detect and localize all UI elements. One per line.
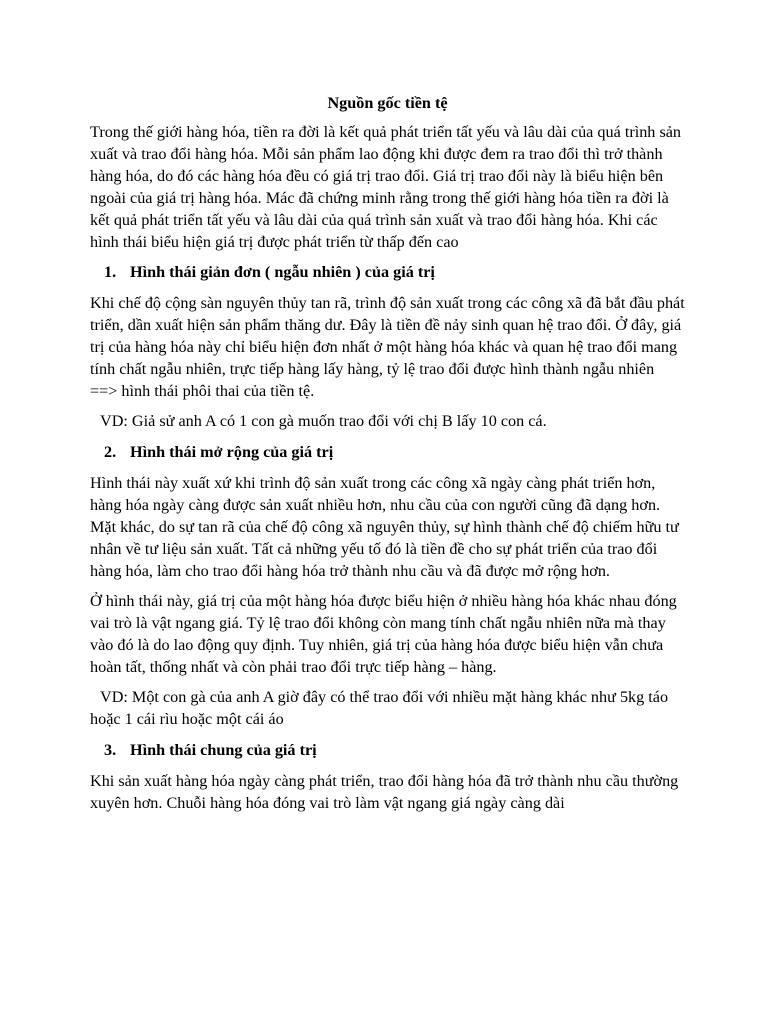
document-title: Nguồn gốc tiền tệ [327, 94, 448, 112]
section-2-number: 2. [104, 443, 117, 461]
section-1-paragraph: Khi chế độ cộng sàn nguyên thủy tan rã, trình độ sản xuất trong các công xã đã bắt đầu phát triển, dần xuất hiện sản phẩm thăng dư. Đây là tiền đề nảy sinh quan hệ trao đổi. Ở đây, giá trị của hàng hóa này chỉ biểu hiện đơn nhất ở một hàng hóa khác và quan hệ trao đổi mang tính chất ngẫu nhiên, trực tiếp hàng lấy hàng, tỷ lệ trao đổi được hình thành ngẫu nhiên ==> hình thái phôi thai của tiền tệ. [90, 294, 685, 400]
section-1-title: Hình thái giản đơn ( ngẫu nhiên ) của giá trị [130, 263, 435, 281]
section-2-paragraph-1: Hình thái này xuất xứ khi trình độ sản xuất trong các công xã ngày càng phát triển hơn, hàng hóa ngày càng được sản xuất nhiều hơn, nhu cầu của con người cũng đã dạng hơn. Mặt khác, do sự tan rã của chế độ công xã nguyên thủy, sự hình thành chế độ chiếm hữu tư nhân về tư liệu sản xuất. Tất cả những yếu tố đó là tiền đề cho sự phát triển của trao đổi hàng hóa, làm cho trao đổi hàng hóa trở thành nhu cầu và đã được mở rộng hơn. [90, 474, 679, 580]
section-2-paragraph-2: Ở hình thái này, giá trị của một hàng hóa được biểu hiện ở nhiều hàng hóa khác nhau đóng vai trò là vật ngang giá. Tỷ lệ trao đổi không còn mang tính chất ngẫu nhiên nữa mà thay vào đó là do lao động quy định. Tuy nhiên, giá trị của hàng hóa được biểu hiện vẫn chưa hoàn tất, thống nhất và còn phải trao đổi trực tiếp hàng – hàng. [90, 592, 677, 676]
intro-paragraph: Trong thế giới hàng hóa, tiền ra đời là kết quả phát triển tất yếu và lâu dài của quá trình sản xuất và trao đổi hàng hóa. Mỗi sản phẩm lao động khi được đem ra trao đổi thì trở thành hàng hóa, do đó các hàng hóa đều có giá trị trao đổi. Giá trị trao đổi này là biểu hiện bên ngoài của giá trị hàng hóa. Mác đã chứng minh rằng trong thế giới hàng hóa tiền ra đời là kết quả phát triển tất yếu và lâu dài của quá trình sản xuất và trao đổi hàng hóa. Khi các hình thái biểu hiện giá trị được phát triển từ thấp đến cao [90, 123, 682, 251]
document-page [90, 92, 685, 822]
section-3-title: Hình thái chung của giá trị [130, 741, 317, 759]
section-1-number: 1. [104, 263, 117, 281]
section-3-paragraph: Khi sản xuất hàng hóa ngày càng phát triển, trao đổi hàng hóa đã trở thành nhu cầu thường xuyên hơn. Chuỗi hàng hóa đóng vai trò làm vật ngang giá ngày càng dài [90, 772, 679, 812]
section-2-heading [90, 441, 685, 463]
section-3-heading [90, 739, 685, 761]
section-2-title: Hình thái mở rộng của giá trị [130, 443, 334, 461]
section-3-number: 3. [104, 741, 117, 759]
section-1-heading [90, 261, 685, 283]
section-2-example: VD: Một con gà của anh A giờ đây có thể trao đổi với nhiều mặt hàng khác như 5kg táo hoặc 1 cái rìu hoặc một cái áo [90, 688, 669, 728]
section-1-example: VD: Giả sử anh A có 1 con gà muốn trao đổi với chị B lấy 10 con cá. [100, 412, 547, 430]
